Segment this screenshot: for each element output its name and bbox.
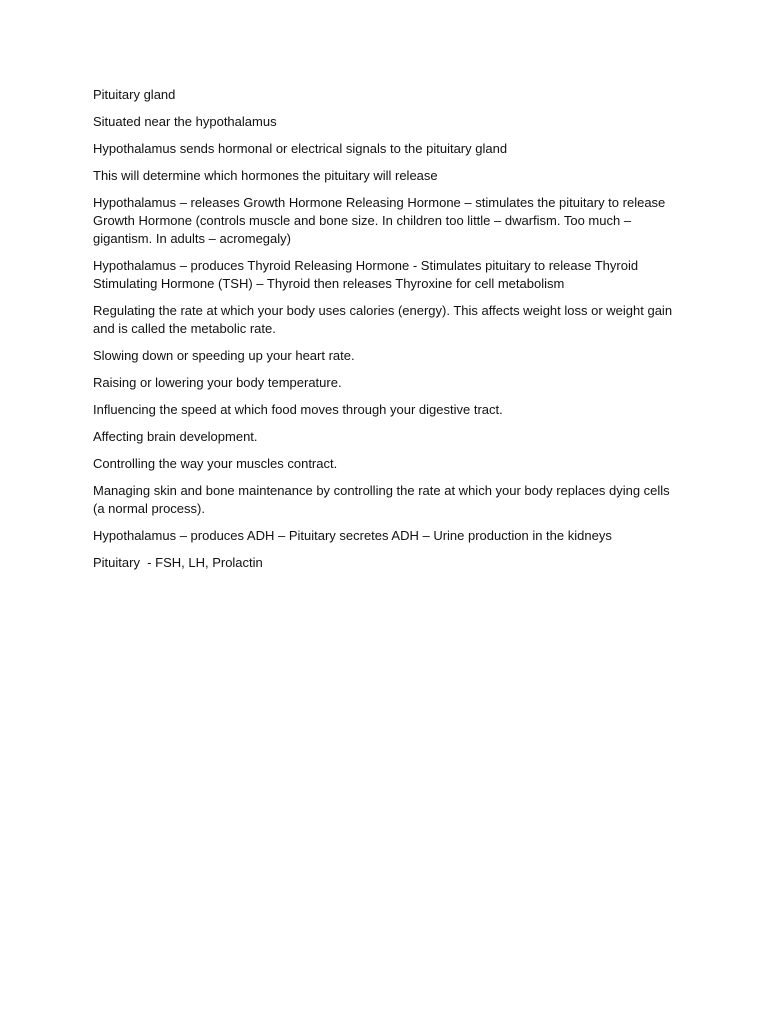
paragraph-skin-bone: Managing skin and bone maintenance by controlling the rate at which your body replaces dying cells (a normal process). xyxy=(93,483,674,516)
paragraph-location: Situated near the hypothalamus xyxy=(93,114,277,129)
paragraph-pituitary-hormones: Pituitary - FSH, LH, Prolactin xyxy=(93,555,263,570)
paragraph-heart-rate: Slowing down or speeding up your heart rate. xyxy=(93,348,355,363)
paragraph-thyroid: Hypothalamus – produces Thyroid Releasing Hormone - Stimulates pituitary to release Thyroid Stimulating Hormone (TSH) – Thyroid then releases Thyroxine for cell metabolism xyxy=(93,258,642,291)
paragraph-metabolic-rate: Regulating the rate at which your body uses calories (energy). This affects weight loss or weight gain and is called the metabolic rate. xyxy=(93,303,676,336)
paragraph-title: Pituitary gland xyxy=(93,87,176,102)
paragraph-brain-development: Affecting brain development. xyxy=(93,429,258,444)
paragraph-determine: This will determine which hormones the pituitary will release xyxy=(93,168,438,183)
paragraph-muscles: Controlling the way your muscles contract. xyxy=(93,456,338,471)
paragraph-body-temperature: Raising or lowering your body temperature. xyxy=(93,375,342,390)
paragraph-digestive-tract: Influencing the speed at which food moves through your digestive tract. xyxy=(93,402,503,417)
paragraph-adh: Hypothalamus – produces ADH – Pituitary secretes ADH – Urine production in the kidneys xyxy=(93,528,612,543)
paragraph-signals: Hypothalamus sends hormonal or electrical signals to the pituitary gland xyxy=(93,141,508,156)
paragraph-growth-hormone: Hypothalamus – releases Growth Hormone Releasing Hormone – stimulates the pituitary to release Growth Hormone (controls muscle and bone size. In children too little – dwarfism. Too much – gigantism. In adults – acromegaly) xyxy=(93,195,669,246)
document-body xyxy=(93,86,678,581)
